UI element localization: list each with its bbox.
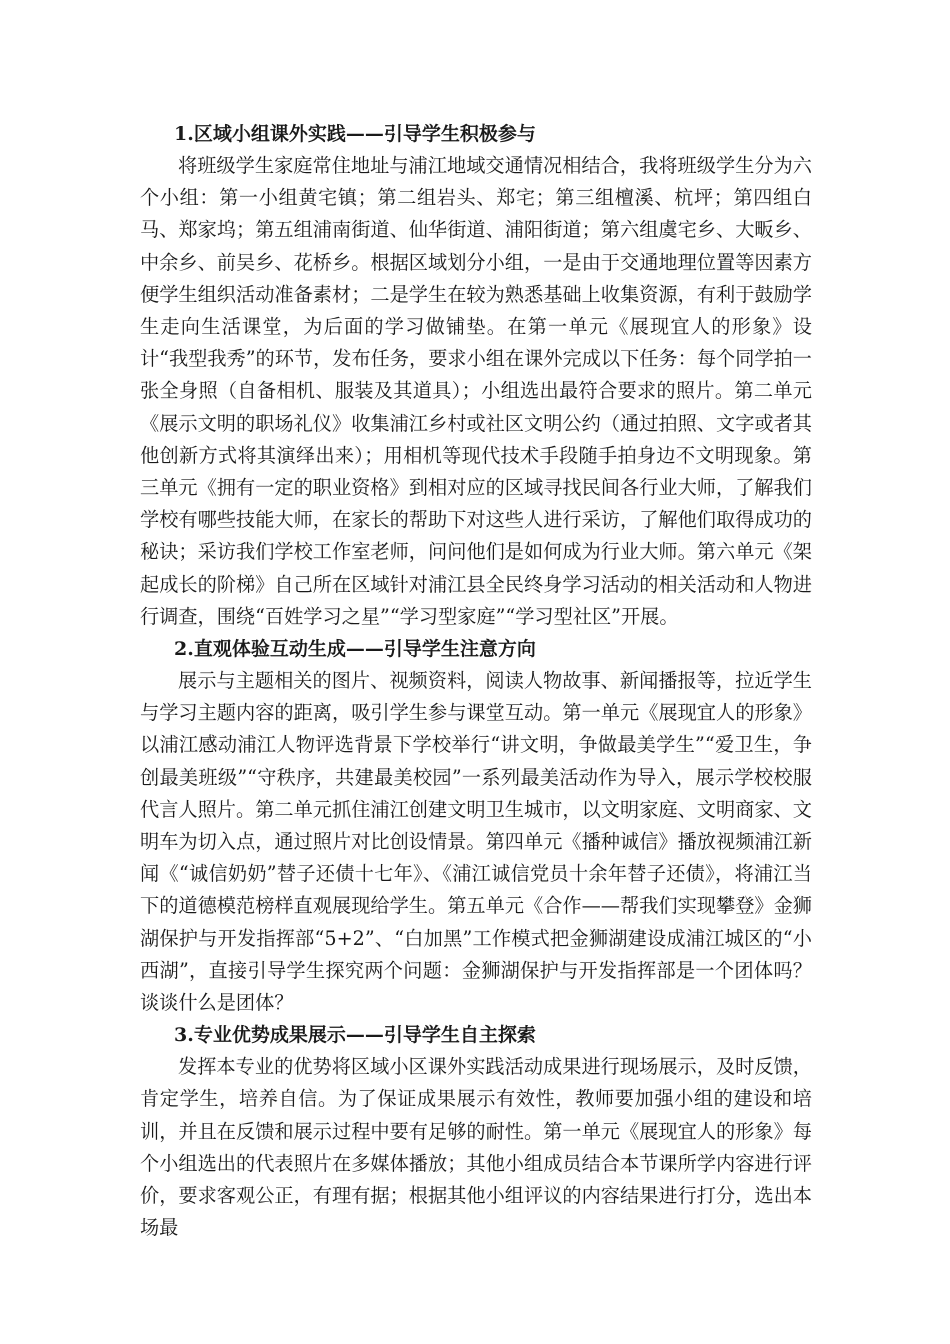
- section-1-paragraph: 将班级学生家庭常住地址与浦江地域交通情况相结合，我将班级学生分为六个小组：第一小组黄宅镇；第二组岩头、郑宅；第三组檀溪、杭坪；第四组白马、郑家坞；第五组浦南街道、仙华街道、浦阳街道；第六组虞宅乡、大畈乡、中余乡、前吴乡、花桥乡。根据区域划分小组，一是由于交通地理位置等因素方便学生组织活动准备素材；二是学生在较为熟悉基础上收集资源，有利于鼓励学生走向生活课堂，为后面的学习做铺垫。在第一单元《展现宜人的形象》设计“我型我秀”的环节，发布任务，要求小组在课外完成以下任务：每个同学拍一张全身照（自备相机、服装及其道具）；小组选出最符合要求的照片。第二单元《展示文明的职场礼仪》收集浦江乡村或社区文明公约（通过拍照、文字或者其他创新方式将其演绎出来）；用相机等现代技术手段随手拍身边不文明现象。第三单元《拥有一定的职业资格》到相对应的区域寻找民间各行业大师，了解我们学校有哪些技能大师，在家长的帮助下对这些人进行采访，了解他们取得成功的秘诀；采访我们学校工作室老师，问问他们是如何成为行业大师。第六单元《架起成长的阶梯》自己所在区域针对浦江县全民终身学习活动的相关活动和人物进行调查，围绕“百姓学习之星”“学习型家庭”“学习型社区”开展。: [140, 154, 812, 628]
- document-body: [140, 118, 812, 1245]
- section-1-heading: 1.区域小组课外实践——引导学生积极参与: [174, 123, 536, 145]
- section-2-paragraph: 展示与主题相关的图片、视频资料，阅读人物故事、新闻播报等，拉近学生与学习主题内容的距离，吸引学生参与课堂互动。第一单元《展现宜人的形象》以浦江感动浦江人物评选背景下学校举行“讲文明，争做最美学生”“爱卫生，争创最美班级”“守秩序，共建最美校园”一系列最美活动作为导入，展示学校校服代言人照片。第二单元抓住浦江创建文明卫生城市，以文明家庭、文明商家、文明车为切入点，通过照片对比创设情景。第四单元《播种诚信》播放视频浦江新闻《“诚信奶奶”替子还债十七年》、《浦江诚信党员十余年替子还债》，将浦江当下的道德模范榜样直观展现给学生。第五单元《合作——帮我们实现攀登》金狮湖保护与开发指挥部“5+2”、“白加黑”工作模式把金狮湖建设成浦江城区的“小西湖”，直接引导学生探究两个问题：金狮湖保护与开发指挥部是一个团体吗？谈谈什么是团体？: [140, 669, 812, 1015]
- section-2-heading: 2.直观体验互动生成——引导学生注意方向: [174, 638, 536, 661]
- section-3-paragraph: 发挥本专业的优势将区域小区课外实践活动成果进行现场展示，及时反馈，肯定学生，培养自信。为了保证成果展示有效性，教师要加强小组的建设和培训，并且在反馈和展示过程中要有足够的耐性。第一单元《展现宜人的形象》每个小组选出的代表照片在多媒体播放；其他小组成员结合本节课所学内容进行评价，要求客观公正，有理有据；根据其他小组评议的内容结果进行打分，选出本场最: [140, 1055, 812, 1240]
- section-3-heading: 3.专业优势成果展示——引导学生自主探索: [174, 1024, 536, 1047]
